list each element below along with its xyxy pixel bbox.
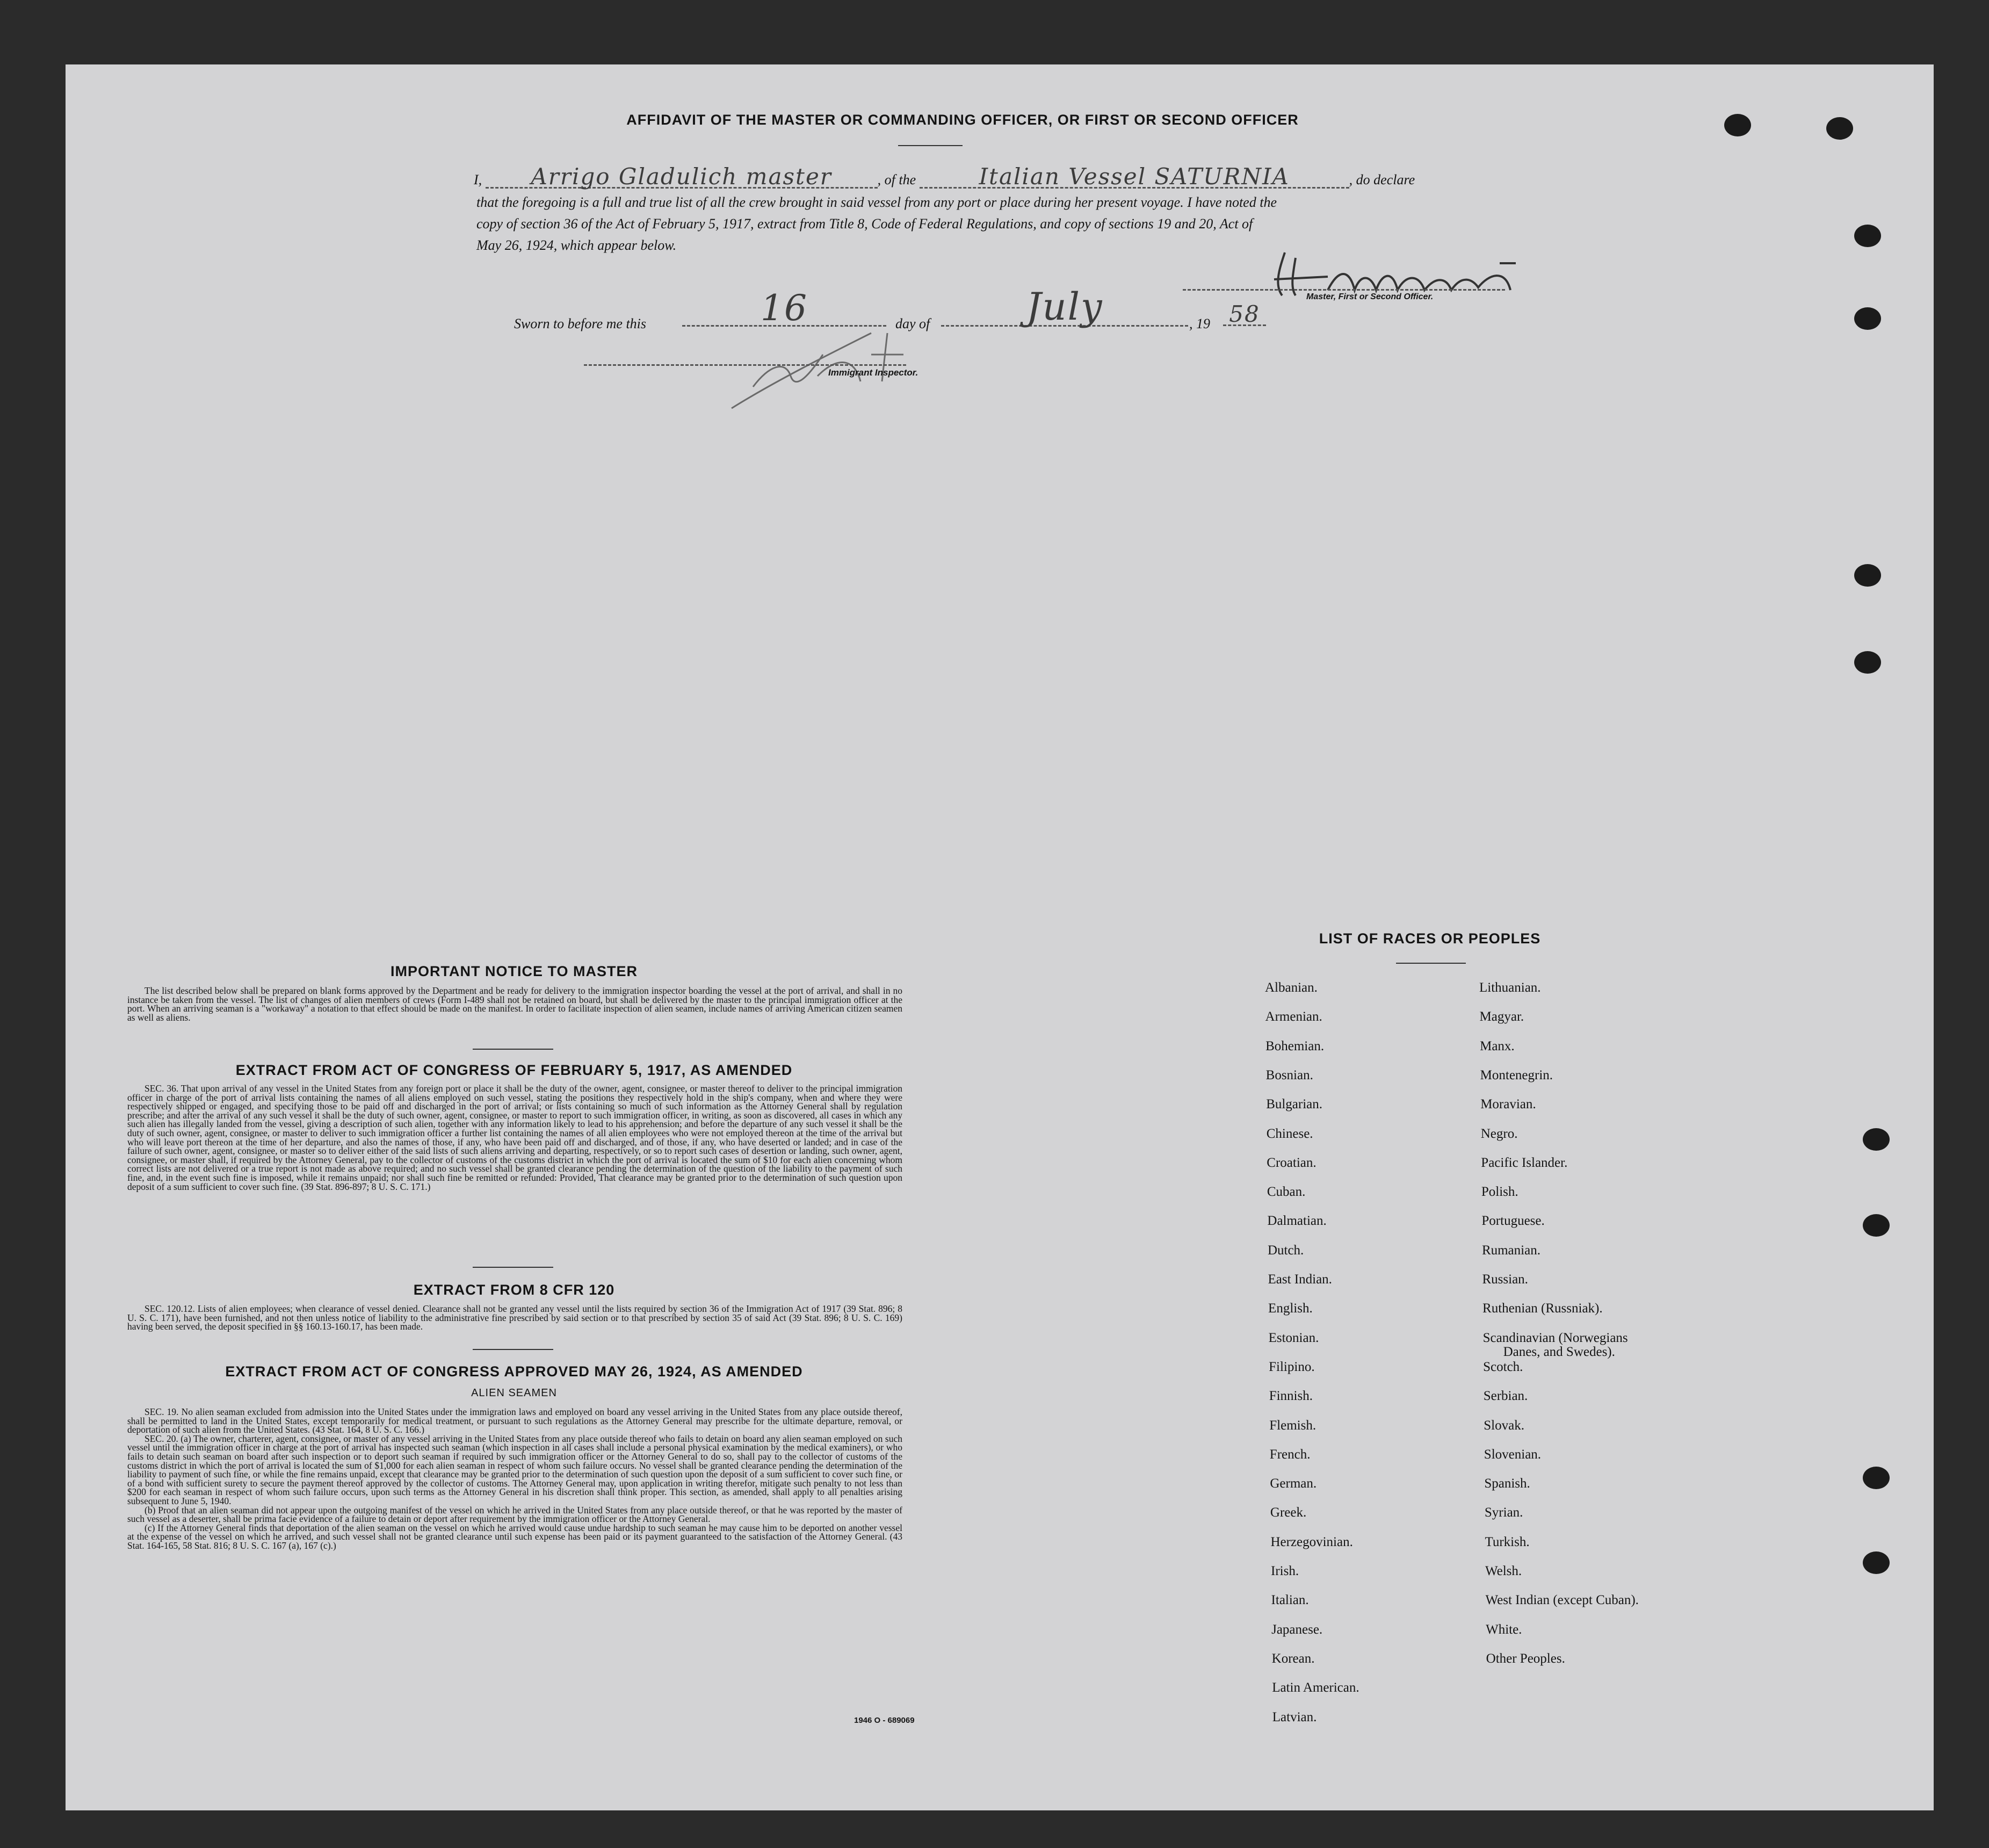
race-item: Slovak. (1484, 1418, 1524, 1433)
punch-hole (1863, 1551, 1890, 1574)
sworn-month-field: July (941, 285, 1188, 327)
race-item: Slovenian. (1484, 1447, 1542, 1462)
signature-line (1183, 289, 1505, 291)
pronoun-label: I, (474, 172, 482, 187)
race-item: Finnish. (1269, 1389, 1313, 1404)
race-item: Cuban. (1267, 1185, 1306, 1200)
race-item: French. (1269, 1447, 1311, 1462)
declaration-line-4: May 26, 1924, which appear below. (476, 237, 677, 253)
notice-title: IMPORTANT NOTICE TO MASTER (390, 963, 638, 979)
race-item: Turkish. (1485, 1534, 1530, 1549)
race-item: Estonian. (1268, 1330, 1319, 1345)
race-item: Bulgarian. (1266, 1097, 1323, 1112)
punch-hole (1863, 1128, 1890, 1151)
affidavit-title: AFFIDAVIT OF THE MASTER OR COMMANDING OFFICER, OR FIRST OR SECOND OFFICER (626, 112, 1299, 128)
of-the-label: , of the (877, 172, 916, 187)
race-item: Latin American. (1272, 1680, 1359, 1695)
master-signature (1263, 236, 1575, 317)
notice-paragraph: The list described below shall be prepared on blank forms approved by the Department and be ready for delivery to the immigration inspector boarding the vessel at the port of arrival, and shall in no instance be taken from the vessel. The list of changes of alien members of crews (Form I-489 shall not be retained on board, but shall be delivered by the master to the principal immigration officer at the port. When an arriving seaman is a "workaway" a notation to that effect should be made on the manifest. In order to facilitate inspection of alien seamen, include names of arriving American citizen seamen as well as aliens. (127, 985, 902, 1023)
notice-body (127, 986, 902, 1022)
race-item: Korean. (1271, 1651, 1315, 1666)
race-item: Pacific Islander. (1481, 1155, 1568, 1170)
punch-hole (1724, 114, 1751, 136)
punch-hole (1854, 225, 1881, 247)
race-item: Scotch. (1483, 1359, 1523, 1374)
races-rule (1396, 963, 1466, 964)
race-item: East Indian. (1268, 1272, 1332, 1287)
race-item: Polish. (1481, 1185, 1518, 1200)
cfr-body (127, 1304, 902, 1331)
sworn-day-field: 16 (682, 287, 886, 327)
race-item: Filipino. (1269, 1359, 1315, 1374)
race-item: Rumanian. (1481, 1243, 1540, 1258)
punch-hole (1854, 651, 1881, 674)
master-name-field: Arrigo Gladulich master (486, 167, 878, 189)
do-declare-label: , do declare (1349, 172, 1415, 187)
race-item: Japanese. (1271, 1622, 1323, 1637)
document-page (66, 64, 1934, 1810)
extract-1917-title: EXTRACT FROM ACT OF CONGRESS OF FEBRUARY 5, 1917, AS AMENDED (235, 1062, 793, 1078)
race-item: Latvian. (1272, 1709, 1317, 1724)
race-item: Negro. (1480, 1126, 1518, 1141)
alien-seamen-subtitle: ALIEN SEAMEN (471, 1387, 557, 1399)
races-title: LIST OF RACES OR PEOPLES (1319, 930, 1541, 947)
race-item: Welsh. (1485, 1564, 1522, 1578)
day-of-label: day of (895, 316, 930, 331)
section-20a-paragraph: SEC. 20. (a) The owner, charterer, agent, consignee, or master of any vessel arriving in the United States from any place outside thereof who fails to detain on board any alien seaman employed on such vessel until the immigration officer in charge at the port of arrival has inspected such seaman (which inspection in all cases shall include a personal physical examination by the medical examiners), or who fails to detain such seaman on board after such inspection or to deport such seaman if required by such immigration officer or the Attorney General to do so, shall pay to the collector of customs of the customs district in which the port of arrival is located the sum of $1,000 for each alien seaman in respect of whom such failure occurs. No vessel shall be granted clearance pending the determination of the liability to payment of such fine, or while the fine remains unpaid, except that clearance may be granted prior to the determination of such question upon the deposit of a sum sufficient to cover such fine, or of a bond with sufficient surety to secure the payment thereof approved by the collector of customs. The Attorney General may, upon application in writing therefor, mitigate such penalty to not less than $200 for each seaman in respect of whom such failure occurs, upon such terms as the Attorney General in his discretion shall think proper. This section, as amended, shall apply to all penalties arising subsequent to June 5, 1940. (127, 1433, 902, 1506)
declaration-line-2: that the foregoing is a full and true list of all the crew brought in said vessel from any port or place during her present voyage. I have noted the (476, 194, 1277, 210)
race-item: Scandinavian (Norwegians (1482, 1330, 1628, 1345)
race-item: Montenegrin. (1480, 1067, 1553, 1082)
punch-hole (1854, 307, 1881, 330)
extract-1924-body (127, 1407, 902, 1550)
punch-hole (1863, 1214, 1890, 1237)
extract-1917-body (127, 1084, 902, 1191)
declaration-line-3: copy of section 36 of the Act of February 5, 1917, extract from Title 8, Code of Federal Regulations, and copy of sections 19 and 20, Act of (476, 216, 1253, 232)
vessel-name-field: Italian Vessel SATURNIA (920, 167, 1349, 189)
race-item: Syrian. (1484, 1505, 1523, 1520)
inspector-signature-line (584, 364, 906, 366)
race-item: Russian. (1482, 1272, 1528, 1287)
race-item: English. (1268, 1301, 1313, 1316)
sworn-label: Sworn to before me this (514, 316, 647, 331)
sworn-year-field: 58 (1223, 301, 1266, 326)
race-item: Bosnian. (1265, 1067, 1313, 1082)
race-item: Croatian. (1267, 1155, 1317, 1170)
race-item: Magyar. (1479, 1009, 1524, 1024)
race-item: Irish. (1271, 1564, 1299, 1578)
race-item: Serbian. (1483, 1389, 1528, 1404)
section-36-paragraph: SEC. 36. That upon arrival of any vessel in the United States from any foreign port or place it shall be the duty of the owner, agent, consignee, or master thereof to deliver to the principal immigration officer in charge of the port of arrival lists containing the names of all aliens employed on such vessel, stating the positions they respectively hold in the ship's company, when and where they were respectively shipped or engaged, and specifying those to be paid off and discharged in the port of arrival; or lists containing so much of such information as the Attorney General shall by regulation prescribe; and after the arrival of any such vessel it shall be the duty of such owner, agent, consignee, or master to report to such immigration officer, in writing, as soon as discovered, all cases in which any such alien has illegally landed from the vessel, giving a description of such alien, together with any information likely to lead to his apprehension; and before the departure of any such vessel it shall be the duty of such owner, agent, consignee, or master to deliver to such immigration officer a further list containing the names of all alien employees who were not employed thereon at the time of the arrival but who will leave port thereon at the time of her departure, and also the names of those, if any, who have been paid off and discharged, and of those, if any, who have deserted or landed; and in case of the failure of such owner, agent, consignee, or master so to deliver either of the said lists of such aliens arriving and departing, respectively, or so to report such cases of desertion or landing, such owner, agent, consignee, or master shall, if required by the Attorney General, pay to the collector of customs of the customs district in which the port of arrival is located the sum of $10 for each alien concerning whom correct lists are not delivered or a true report is not made as above required; and no such vessel shall be granted clearance pending the determination of the question of the liability to the payment of such fine, and, in the event such fine is imposed, while it remains unpaid; nor shall such fine be remitted or refunded: Provided, That clearance may be granted prior to the determination of such question upon deposit of a sum sufficient to cover such fine. (39 Stat. 896-897; 8 U. S. C. 171.) (127, 1083, 902, 1192)
race-item: Ruthenian (Russniak). (1482, 1301, 1603, 1316)
year-prefix-label: , 19 (1189, 316, 1210, 331)
section-19-paragraph: SEC. 19. No alien seaman excluded from admission into the United States under the immigration laws and employed on board any vessel arriving in the United States from any place outside thereof, shall be permitted to land in the United States, except temporarily for medical treatment, or pursuant to such regulations as the Attorney General may prescribe for the ultimate departure, removal, or deportation of such alien from the United States. (43 Stat. 164, 8 U. S. C. 166.) (127, 1406, 902, 1435)
race-item: Greek. (1270, 1505, 1307, 1520)
section-20b-paragraph: (b) Proof that an alien seaman did not appear upon the outgoing manifest of the vessel on which he arrived in the United States from any place outside thereof, or that he was reported by the master of such vessel as a deserter, shall be prima facie evidence of a failure to detain or deport after requirement by the immigration officer or the Attorney General. (127, 1504, 902, 1525)
race-item: Other Peoples. (1486, 1651, 1565, 1666)
race-item: Italian. (1271, 1593, 1309, 1608)
section-rule (473, 1049, 553, 1050)
print-code: 1946 O - 689069 (854, 1716, 915, 1725)
race-item: Moravian. (1480, 1097, 1536, 1112)
race-item: West Indian (except Cuban). (1485, 1593, 1639, 1608)
extract-1924-title: EXTRACT FROM ACT OF CONGRESS APPROVED MAY 26, 1924, AS AMENDED (225, 1363, 803, 1380)
race-item: German. (1270, 1476, 1317, 1491)
race-item: Dutch. (1267, 1243, 1304, 1258)
top-rule (898, 145, 963, 146)
race-item: Danes, and Swedes). (1503, 1344, 1615, 1359)
section-rule (473, 1349, 553, 1350)
race-item: White. (1486, 1622, 1522, 1637)
signer-title-label: Master, First or Second Officer. (1306, 292, 1434, 301)
race-item: Armenian. (1265, 1009, 1322, 1024)
race-item: Chinese. (1266, 1126, 1313, 1141)
punch-hole (1863, 1467, 1890, 1489)
race-item: Bohemian. (1265, 1038, 1325, 1053)
declaration-line-1 (474, 163, 1575, 190)
punch-hole (1826, 117, 1853, 140)
race-item: Portuguese. (1481, 1214, 1545, 1229)
race-item: Lithuanian. (1479, 980, 1541, 995)
inspector-title-label: Immigrant Inspector. (828, 367, 918, 378)
race-item: Dalmatian. (1267, 1214, 1327, 1229)
race-item: Spanish. (1484, 1476, 1530, 1491)
race-item: Manx. (1480, 1038, 1515, 1053)
punch-hole (1854, 564, 1881, 587)
section-rule (473, 1267, 553, 1268)
section-120-12-paragraph: SEC. 120.12. Lists of alien employees; when clearance of vessel denied. Clearance shall not be granted any vessel until the lists required by section 36 of the Immigration Act of 1917 (39 Stat. 896; 8 U. S. C. 171), have been furnished, and not then unless notice of liability to the administrative fine prescribed by said section or to that prescribed by section 35 of said Act (39 Stat. 896; 8 U. S. C. 169) having been served, the deposit specified in §§ 160.13-160.17, has been made. (127, 1303, 902, 1332)
race-item: Albanian. (1265, 980, 1318, 995)
race-item: Flemish. (1269, 1418, 1317, 1433)
section-20c-paragraph: (c) If the Attorney General finds that deportation of the alien seaman on the vessel on which he arrived would cause undue hardship to such seaman he may cause him to be deported on another vessel at the expense of the vessel on which he arrived, and such vessel shall not be granted clearance until such expense has been paid or its payment guaranteed to the satisfaction of the Attorney General. (43 Stat. 164-165, 58 Stat. 816; 8 U. S. C. 167 (a), 167 (c).) (127, 1522, 902, 1551)
cfr-title: EXTRACT FROM 8 CFR 120 (413, 1282, 615, 1298)
race-item: Herzegovinian. (1270, 1534, 1353, 1549)
